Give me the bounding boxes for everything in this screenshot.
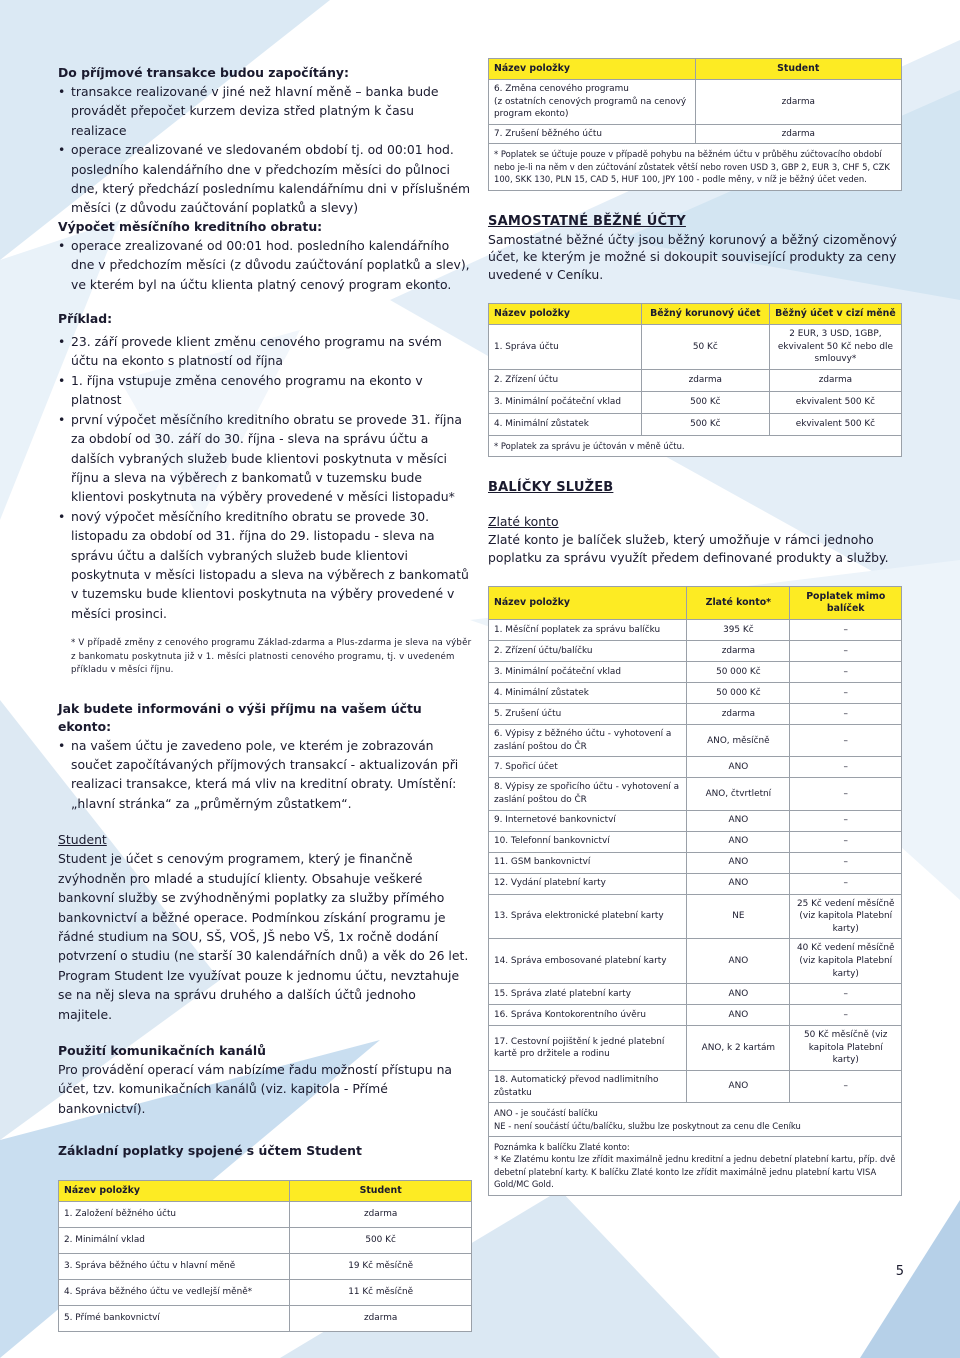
table-cell: zdarma: [290, 1202, 472, 1228]
table-cell: 40 Kč vedení měsíčně (viz kapitola Platební karty): [790, 939, 902, 984]
table-cell: zdarma: [687, 641, 790, 662]
table-row: [59, 1254, 472, 1280]
channels-heading: Použití komunikačních kanálů: [58, 1042, 266, 1058]
table-cell: ANO: [687, 873, 790, 894]
table-cell: ANO: [687, 831, 790, 852]
table-cell: 15. Správa zlaté platební karty: [489, 984, 687, 1005]
student-fees-table: [58, 1180, 472, 1332]
table-cell: –: [790, 725, 902, 757]
table-cell: 1. Měsíční poplatek za správu balíčku: [489, 620, 687, 641]
table-row: [489, 662, 902, 683]
table-cell: 6. Výpisy z běžného účtu - vyhotovení a zaslání poštou do ČR: [489, 725, 687, 757]
column-header: Název položky: [489, 304, 642, 325]
table-cell: –: [790, 810, 902, 831]
list-item: • nový výpočet měsíčního kreditního obratu se provede 30. listopadu za období od 31. října do 29. listopadu - sleva na správu účtu a dalších vybraných služeb bude klientovi poskytnuta v měsíci listopadu a sleva na výběrech z bankomatů v tuzemsku bude klientovi poskytnuta na výběry provedené v měsíci prosinci.: [58, 507, 472, 623]
table-row: [489, 1026, 902, 1071]
table-cell: 5. Zrušení účtu: [489, 704, 687, 725]
income-heading: Do příjmové transakce budou započítány:: [58, 65, 349, 80]
table-row: [489, 641, 902, 662]
table-cell: 2 EUR, 3 USD, 1GBP, ekvivalent 50 Kč nebo dle smlouvy*: [769, 325, 901, 370]
table-cell: 3. Správa běžného účtu v hlavní měně: [59, 1254, 290, 1280]
table-cell: 500 Kč: [290, 1228, 472, 1254]
table-cell: –: [790, 778, 902, 810]
table-cell: ANO: [687, 852, 790, 873]
table-cell: zdarma: [641, 369, 769, 391]
credit-list: [58, 236, 472, 294]
table-row: [489, 852, 902, 873]
table-row: [489, 757, 902, 778]
table-cell: 17. Cestovní pojištění k jedné platební kartě pro držitele a rodinu: [489, 1026, 687, 1071]
table-cell: ekvivalent 500 Kč: [769, 413, 901, 435]
gold-account-table: [488, 586, 902, 1195]
table-cell: –: [790, 641, 902, 662]
table-cell: 2. Zřízení účtu: [489, 369, 642, 391]
table-cell: ANO, k 2 kartám: [687, 1026, 790, 1071]
table-cell: 9. Internetové bankovnictví: [489, 810, 687, 831]
table-cell: 16. Správa Kontokorentního úvěru: [489, 1005, 687, 1026]
table-cell: ANO, měsíčně: [687, 725, 790, 757]
left-column: [58, 64, 472, 1332]
table-cell: –: [790, 1071, 902, 1103]
list-item: • na vašem účtu je zavedeno pole, ve kterém je zobrazován součet započítávaných příjmových transakcí - aktualizován při realizaci transakce, která má vliv na kreditní obraty. Umístění: „hlavní stránka“ za „průměrným zůstatkem“.: [58, 736, 472, 814]
table-row: [489, 80, 902, 125]
table-cell: 7. Spořicí účet: [489, 757, 687, 778]
table-row: [489, 124, 902, 144]
table-cell: 13. Správa elektronické platební karty: [489, 894, 687, 939]
table-cell: 10. Telefonní bankovnictví: [489, 831, 687, 852]
table-row: [489, 144, 902, 190]
table-cell: –: [790, 852, 902, 873]
column-header: Název položky: [489, 59, 696, 80]
example-note: * V případě změny z cenového programu Základ-zdarma a Plus-zdarma je sleva na výběr z bankomatu poskytnuta již v 1. měsíci platnosti cenového programu, tj. v uvedeném příkladu v měsíci říjnu.: [71, 638, 472, 676]
table-row: [489, 939, 902, 984]
table-cell: 25 Kč vedení měsíčně (viz kapitola Platební karty): [790, 894, 902, 939]
table-cell: NE: [687, 894, 790, 939]
table-cell: ANO: [687, 939, 790, 984]
table-cell: 50 Kč měsíčně (viz kapitola Platební karty): [790, 1026, 902, 1071]
table-cell: 18. Automatický převod nadlimitního zůstatku: [489, 1071, 687, 1103]
table-cell: 50 000 Kč: [687, 683, 790, 704]
column-header: Název položky: [59, 1181, 290, 1202]
list-item: • 1. října vstupuje změna cenového programu na ekonto v platnost: [58, 371, 472, 410]
table-footnote: * Poplatek za správu je účtován v měně účtu.: [489, 435, 902, 456]
table-cell: ANO, čtvrtletní: [687, 778, 790, 810]
column-header: Název položky: [489, 587, 687, 620]
column-header: Student: [695, 59, 902, 80]
table-cell: 4. Správa běžného účtu ve vedlejší měně*: [59, 1280, 290, 1306]
table-row: [489, 391, 902, 413]
gold-text: Zlaté konto je balíček služeb, který umožňuje v rámci jednoho poplatku za správu využít předem definované produkty a služby.: [488, 532, 889, 565]
page-number: 5: [895, 1264, 904, 1279]
info-list: [58, 736, 472, 814]
table-cell: –: [790, 873, 902, 894]
student-heading: Student: [58, 832, 107, 848]
column-header: Student: [290, 1181, 472, 1202]
table-row: [489, 704, 902, 725]
table-row: [489, 810, 902, 831]
table-row: [489, 1137, 902, 1196]
table-cell: 2. Minimální vklad: [59, 1228, 290, 1254]
table-cell: 6. Změna cenového programu (z ostatních cenových programů na cenový program ekonto): [489, 80, 696, 125]
table-row: [489, 894, 902, 939]
table-cell: zdarma: [695, 124, 902, 144]
info-heading: Jak budete informováni o výši příjmu na vašem účtu ekonto:: [58, 700, 422, 734]
table-cell: 1. Založení běžného účtu: [59, 1202, 290, 1228]
channels-text: Pro provádění operací vám nabízíme řadu možností přístupu na účet, tzv. komunikačních kanálů (viz. kapitola - Přímé bankovnictví).: [58, 1061, 453, 1116]
table-cell: 50 Kč: [641, 325, 769, 370]
gold-legend: ANO - je součástí balíčku NE - není součástí účtu/balíčku, službu lze poskytnout za cenu dle Ceníku: [489, 1103, 902, 1137]
table-cell: 3. Minimální počáteční vklad: [489, 662, 687, 683]
table-cell: 4. Minimální zůstatek: [489, 413, 642, 435]
table-cell: 3. Minimální počáteční vklad: [489, 391, 642, 413]
list-item: • transakce realizované v jiné než hlavní měně – banka bude provádět přepočet kurzem deviza střed platným k času realizace: [58, 82, 472, 140]
table-row: [489, 778, 902, 810]
table-footnote: * Poplatek se účtuje pouze v případě pohybu na běžném účtu v průběhu zúčtovacího období nebo je-li na něm v den zúčtování zůstatek větší nebo roven USD 3, GBP 2, EUR 3, CHF 5, CZK 100, SKK 130, PLN 15, CAD 5, HUF 100, JPY 100 - podle měny, v níž je běžný účet veden.: [489, 144, 902, 190]
table-cell: 4. Minimální zůstatek: [489, 683, 687, 704]
table-cell: 500 Kč: [641, 413, 769, 435]
table-cell: 7. Zrušení běžného účtu: [489, 124, 696, 144]
list-item: • operace zrealizované od 00:01 hod. posledního kalendářního dne v předchozím měsíci (z důvodu zaúčtování poplatků a slev), ve kterém byl na účtu klienta platný cenový program ekonto.: [58, 236, 472, 294]
table-cell: ANO: [687, 757, 790, 778]
table-cell: ANO: [687, 984, 790, 1005]
table-cell: –: [790, 683, 902, 704]
table-row: [489, 873, 902, 894]
table-cell: –: [790, 620, 902, 641]
list-item: • operace zrealizované ve sledovaném období tj. od 00:01 hod. posledního kalendářního dne v předchozím měsíci do půlnoci dne, který předchází poslednímu kalendářnímu dni v příslušném měsíci (z důvodu zaúčtování poplatků a slevy): [58, 140, 472, 218]
table-cell: 11. GSM bankovnictví: [489, 852, 687, 873]
table-row: [489, 683, 902, 704]
table-row: [489, 1005, 902, 1026]
standalone-text: Samostatné běžné účty jsou běžný korunový a běžný cizoměnový účet, ke kterým je možné si dokoupit související produkty za ceny uvedené v Ceníku.: [488, 231, 897, 282]
table-row: [489, 435, 902, 456]
column-header: Zlaté konto*: [687, 587, 790, 620]
table-row: [489, 325, 902, 370]
packages-heading: BALÍČKY SLUŽEB: [488, 480, 614, 496]
student-text: Student je účet s cenovým programem, který je finančně zvýhodněn pro mladé a studující klienty. Obsahuje veškeré bankovní služby se zvýhodněnými poplatky za služby přímého bankovnictví a běžné operace. Podmínkou získání programu je řádné studium na SOU, SŠ, VOŠ, JŠ nebo VŠ, 1x ročně dodání potvrzení o studiu (ne starší 30 kalendářních dnů) a věk do 26 let. Program Student lze využívat pouze k jednomu účtu, nevztahuje se na něj sleva na správu druhého a dalších účtů jednoho majitele.: [58, 851, 469, 1022]
standalone-accounts-table: [488, 303, 902, 457]
right-column: [488, 58, 902, 1196]
list-item: • první výpočet měsíčního kreditního obratu se provede 31. října za období od 30. září do 30. října - sleva na správu účtu a dalších vybraných služeb bude klientovi poskytnuta v měsíci říjnu a sleva na výběrech z bankomatů v tuzemsku bude klientovi poskytnuta na výběry provedené v měsíci listopadu*: [58, 410, 472, 507]
table-row: [489, 1071, 902, 1103]
table-row: [59, 1280, 472, 1306]
table-cell: ekvivalent 500 Kč: [769, 391, 901, 413]
student-table-continued: [488, 58, 902, 191]
fees-heading: Základní poplatky spojené s účtem Student: [58, 1143, 362, 1159]
table-cell: –: [790, 757, 902, 778]
table-cell: –: [790, 984, 902, 1005]
column-header: Běžný korunový účet: [641, 304, 769, 325]
table-cell: ANO: [687, 810, 790, 831]
table-cell: zdarma: [695, 80, 902, 125]
table-cell: 8. Výpisy ze spořicího účtu - vyhotovení a zaslání poštou do ČR: [489, 778, 687, 810]
table-row: [59, 1228, 472, 1254]
gold-note: Poznámka k balíčku Zlaté konto: * Ke Zlatému kontu lze zřídit maximálně jednu kreditní a jednu debetní platební kartu, příp. dvě debetní platební karty. K balíčku Zlaté konto lze zřídit maximálně jednu platební kartu VISA Gold/MC Gold.: [489, 1137, 902, 1196]
table-cell: 11 Kč měsíčně: [290, 1280, 472, 1306]
column-header: Běžný účet v cizí měně: [769, 304, 901, 325]
list-item: • 23. září provede klient změnu cenového programu na svém účtu na ekonto s platností od října: [58, 332, 472, 371]
table-cell: 5. Přímé bankovnictví: [59, 1306, 290, 1332]
table-cell: –: [790, 1005, 902, 1026]
table-cell: 14. Správa embosované platební karty: [489, 939, 687, 984]
credit-heading: Výpočet měsíčního kreditního obratu:: [58, 218, 323, 234]
column-header: Poplatek mimo balíček: [790, 587, 902, 620]
table-cell: 395 Kč: [687, 620, 790, 641]
example-heading: Příklad:: [58, 311, 113, 327]
table-row: [489, 369, 902, 391]
table-row: [489, 413, 902, 435]
table-row: [489, 1103, 902, 1137]
table-row: [489, 831, 902, 852]
example-list: [58, 332, 472, 623]
table-cell: 12. Vydání platební karty: [489, 873, 687, 894]
table-cell: 2. Zřízení účtu/balíčku: [489, 641, 687, 662]
table-cell: zdarma: [769, 369, 901, 391]
table-cell: ANO: [687, 1005, 790, 1026]
table-cell: 1. Správa účtu: [489, 325, 642, 370]
table-row: [489, 725, 902, 757]
table-cell: 19 Kč měsíčně: [290, 1254, 472, 1280]
table-row: [59, 1202, 472, 1228]
standalone-heading: SAMOSTATNÉ BĚŽNÉ ÚČTY: [488, 213, 686, 229]
table-cell: 500 Kč: [641, 391, 769, 413]
table-cell: zdarma: [687, 704, 790, 725]
table-cell: zdarma: [290, 1306, 472, 1332]
table-cell: 50 000 Kč: [687, 662, 790, 683]
table-row: [489, 984, 902, 1005]
table-row: [489, 620, 902, 641]
table-cell: –: [790, 704, 902, 725]
income-list: [58, 82, 472, 218]
table-cell: –: [790, 662, 902, 683]
table-cell: –: [790, 831, 902, 852]
table-cell: ANO: [687, 1071, 790, 1103]
table-row: [59, 1306, 472, 1332]
gold-heading: Zlaté konto: [488, 514, 559, 530]
